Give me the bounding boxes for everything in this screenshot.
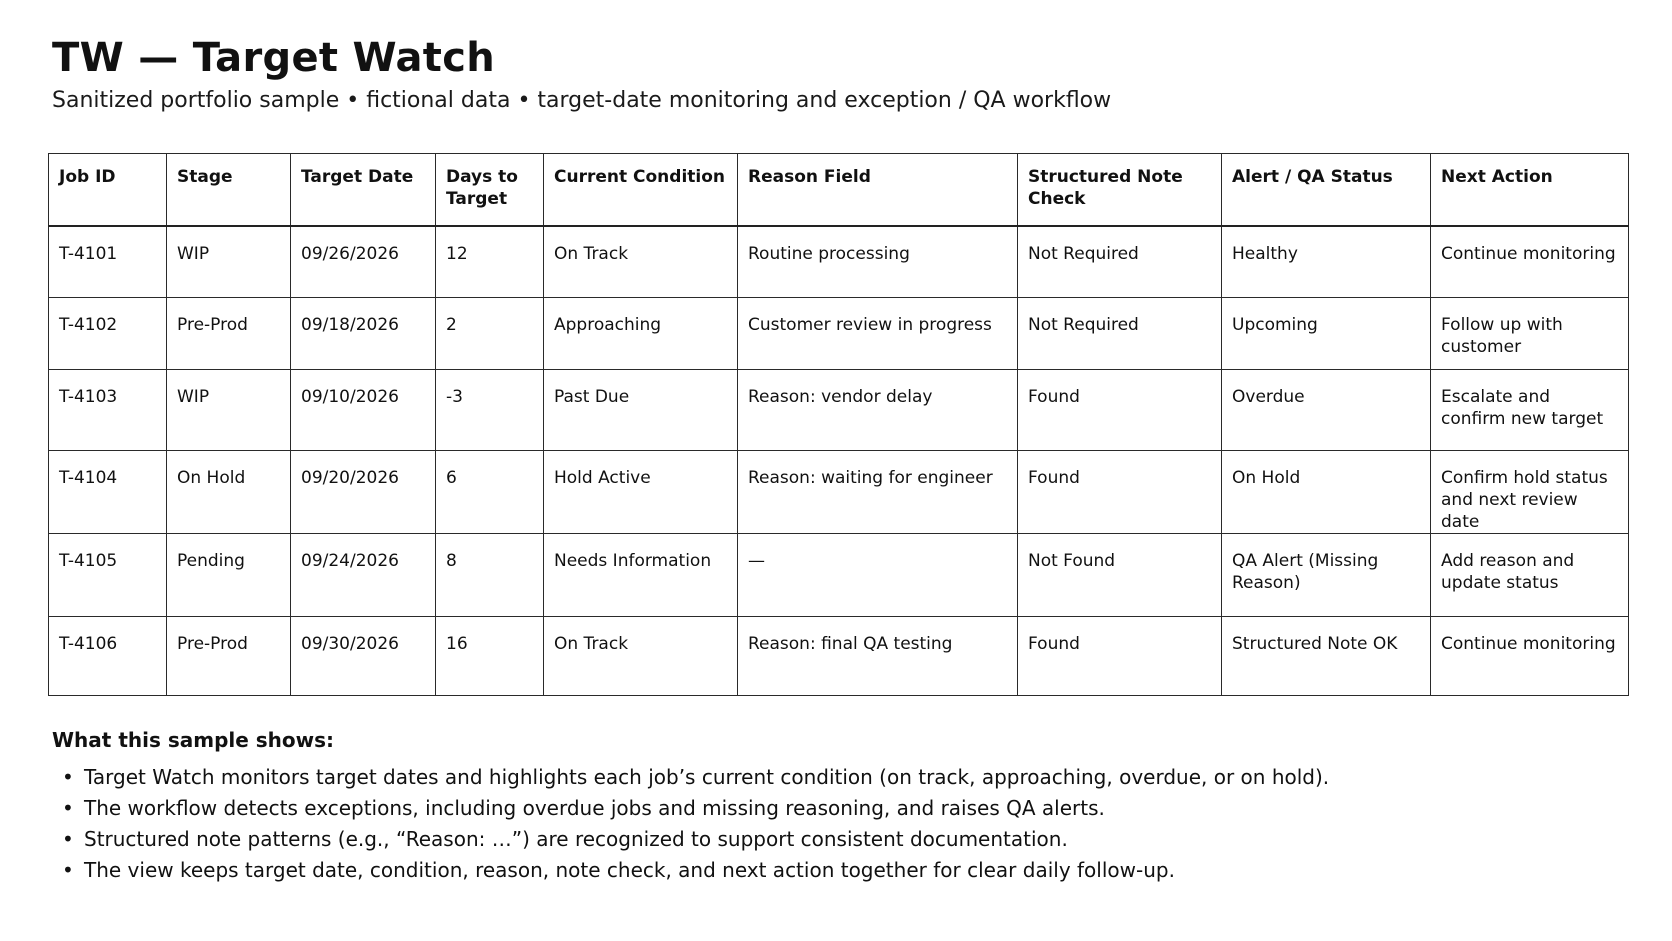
- col-header-current-condition: Current Condition: [544, 154, 738, 226]
- cell-structured-note-check: Found: [1018, 370, 1222, 451]
- target-watch-table: [48, 153, 1629, 696]
- cell-structured-note-check: Not Found: [1018, 534, 1222, 617]
- list-item-text: The workflow detects exceptions, including overdue jobs and missing reasoning, and raises QA alerts.: [84, 796, 1105, 820]
- cell-current-condition: On Track: [544, 226, 738, 298]
- cell-structured-note-check: Not Required: [1018, 226, 1222, 298]
- cell-target-date: 09/30/2026: [291, 617, 436, 696]
- bullet-icon: •: [62, 858, 74, 882]
- col-header-next-action: Next Action: [1431, 154, 1629, 226]
- col-header-stage: Stage: [167, 154, 291, 226]
- cell-reason-field: Reason: waiting for engineer: [738, 451, 1018, 534]
- col-header-reason-field: Reason Field: [738, 154, 1018, 226]
- list-item: [62, 824, 1329, 855]
- table-header-row: [49, 154, 1629, 226]
- list-item: [62, 762, 1329, 793]
- page-title: TW — Target Watch: [52, 35, 496, 81]
- notes-list: [62, 762, 1329, 886]
- notes-heading: What this sample shows:: [52, 728, 335, 752]
- cell-structured-note-check: Not Required: [1018, 298, 1222, 370]
- cell-job-id: T-4103: [49, 370, 167, 451]
- cell-target-date: 09/24/2026: [291, 534, 436, 617]
- cell-stage: WIP: [167, 370, 291, 451]
- list-item: [62, 855, 1329, 886]
- cell-next-action: Add reason and update status: [1431, 534, 1629, 617]
- cell-target-date: 09/10/2026: [291, 370, 436, 451]
- cell-current-condition: Approaching: [544, 298, 738, 370]
- cell-next-action: Continue monitoring: [1431, 226, 1629, 298]
- table-row: [49, 226, 1629, 298]
- cell-next-action: Confirm hold status and next review date: [1431, 451, 1629, 534]
- table-row: [49, 451, 1629, 534]
- cell-current-condition: Past Due: [544, 370, 738, 451]
- cell-stage: Pending: [167, 534, 291, 617]
- cell-target-date: 09/18/2026: [291, 298, 436, 370]
- cell-alert-qa-status: Healthy: [1222, 226, 1431, 298]
- page-subtitle: Sanitized portfolio sample • fictional data • target-date monitoring and exception / QA workflow: [52, 88, 1112, 113]
- cell-current-condition: Hold Active: [544, 451, 738, 534]
- cell-next-action: Follow up with customer: [1431, 298, 1629, 370]
- cell-days-to-target: 2: [436, 298, 544, 370]
- cell-next-action: Continue monitoring: [1431, 617, 1629, 696]
- table-row: [49, 370, 1629, 451]
- cell-stage: WIP: [167, 226, 291, 298]
- col-header-alert-qa-status: Alert / QA Status: [1222, 154, 1431, 226]
- cell-days-to-target: 16: [436, 617, 544, 696]
- cell-days-to-target: 8: [436, 534, 544, 617]
- cell-job-id: T-4105: [49, 534, 167, 617]
- cell-next-action: Escalate and confirm new target: [1431, 370, 1629, 451]
- list-item-text: Target Watch monitors target dates and highlights each job’s current condition (on track, approaching, overdue, or on hold).: [84, 765, 1330, 789]
- cell-reason-field: Routine processing: [738, 226, 1018, 298]
- cell-reason-field: Reason: vendor delay: [738, 370, 1018, 451]
- cell-target-date: 09/26/2026: [291, 226, 436, 298]
- cell-days-to-target: 12: [436, 226, 544, 298]
- cell-stage: Pre-Prod: [167, 617, 291, 696]
- cell-alert-qa-status: Structured Note OK: [1222, 617, 1431, 696]
- cell-stage: On Hold: [167, 451, 291, 534]
- cell-current-condition: Needs Information: [544, 534, 738, 617]
- cell-alert-qa-status: Upcoming: [1222, 298, 1431, 370]
- list-item-text: The view keeps target date, condition, reason, note check, and next action together for clear daily follow-up.: [84, 858, 1175, 882]
- cell-job-id: T-4106: [49, 617, 167, 696]
- cell-reason-field: Reason: final QA testing: [738, 617, 1018, 696]
- cell-alert-qa-status: Overdue: [1222, 370, 1431, 451]
- table-row: [49, 534, 1629, 617]
- cell-structured-note-check: Found: [1018, 451, 1222, 534]
- bullet-icon: •: [62, 765, 74, 789]
- cell-current-condition: On Track: [544, 617, 738, 696]
- col-header-structured-note-check: Structured Note Check: [1018, 154, 1222, 226]
- cell-job-id: T-4104: [49, 451, 167, 534]
- col-header-target-date: Target Date: [291, 154, 436, 226]
- cell-job-id: T-4101: [49, 226, 167, 298]
- col-header-days-to-target: Days to Target: [436, 154, 544, 226]
- table-row: [49, 617, 1629, 696]
- cell-reason-field: Customer review in progress: [738, 298, 1018, 370]
- cell-days-to-target: 6: [436, 451, 544, 534]
- cell-alert-qa-status: QA Alert (Missing Reason): [1222, 534, 1431, 617]
- table-row: [49, 298, 1629, 370]
- cell-days-to-target: -3: [436, 370, 544, 451]
- cell-job-id: T-4102: [49, 298, 167, 370]
- bullet-icon: •: [62, 827, 74, 851]
- cell-stage: Pre-Prod: [167, 298, 291, 370]
- bullet-icon: •: [62, 796, 74, 820]
- cell-reason-field: —: [738, 534, 1018, 617]
- cell-alert-qa-status: On Hold: [1222, 451, 1431, 534]
- col-header-job-id: Job ID: [49, 154, 167, 226]
- cell-structured-note-check: Found: [1018, 617, 1222, 696]
- list-item-text: Structured note patterns (e.g., “Reason: …”) are recognized to support consistent documentation.: [84, 827, 1068, 851]
- cell-target-date: 09/20/2026: [291, 451, 436, 534]
- list-item: [62, 793, 1329, 824]
